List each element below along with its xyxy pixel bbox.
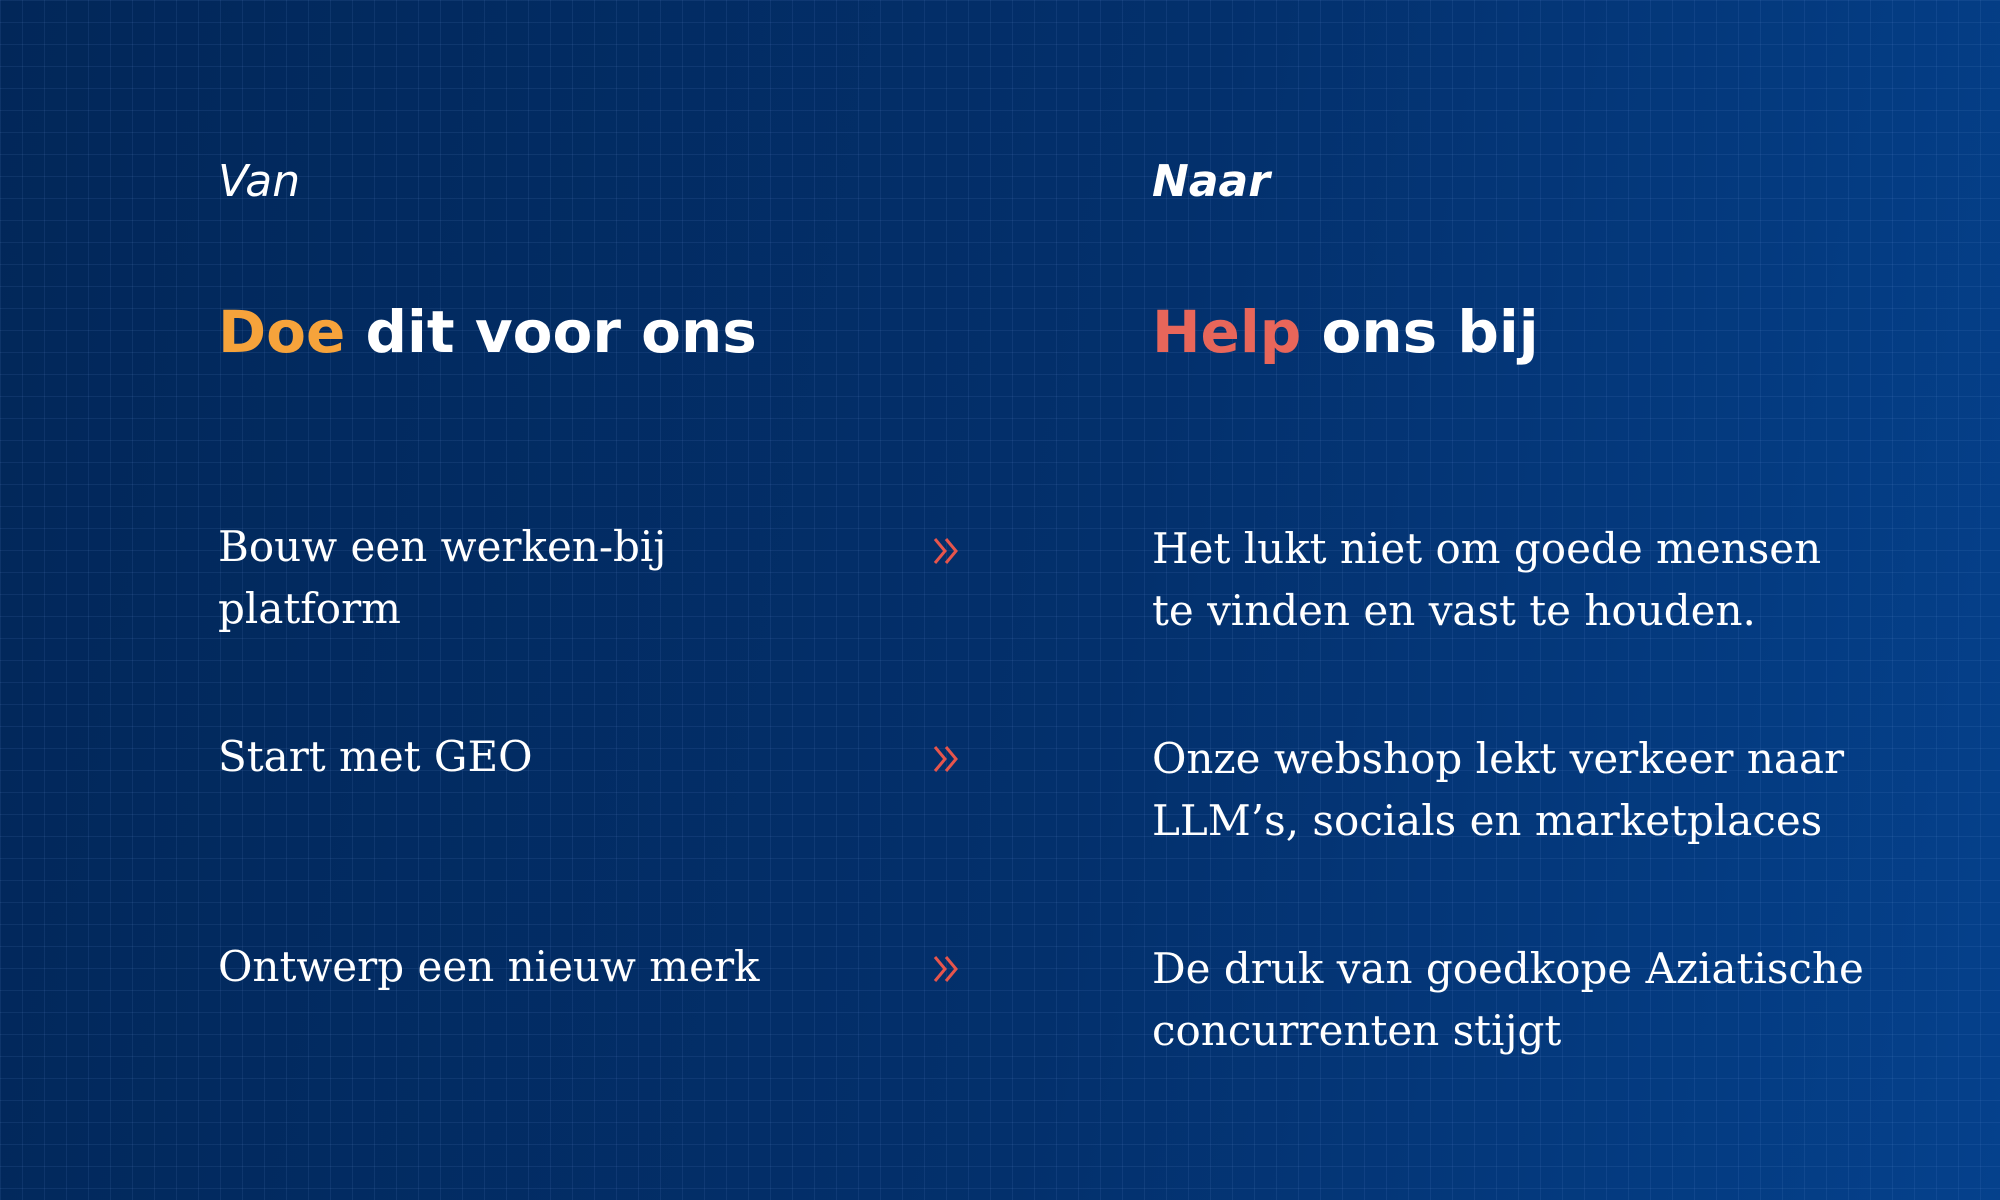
from-item-3: Ontwerp een nieuw merk — [218, 942, 760, 991]
van-headline-rest: dit voor ons — [345, 298, 757, 366]
from-item-1: Bouw een werken-bij platform — [218, 522, 667, 633]
naar-headline-accent: Help — [1152, 298, 1302, 366]
double-chevron-right-icon — [932, 534, 962, 568]
to-item-3: De druk van goedkope Aziatische concurrenten stijgt — [1152, 944, 1864, 1055]
double-chevron-right-icon — [932, 742, 962, 776]
naar-headline-rest: ons bij — [1301, 298, 1539, 366]
naar-headline — [1152, 298, 1539, 366]
van-headline — [218, 298, 757, 366]
van-label: Van — [218, 156, 301, 207]
from-item-2: Start met GEO — [218, 732, 533, 781]
double-chevron-right-icon — [932, 952, 962, 986]
to-item-1: Het lukt niet om goede mensen te vinden en vast te houden. — [1152, 524, 1822, 635]
van-headline-accent: Doe — [218, 298, 346, 366]
to-item-2: Onze webshop lekt verkeer naar LLM’s, socials en marketplaces — [1152, 734, 1845, 845]
naar-label: Naar — [1152, 156, 1270, 207]
